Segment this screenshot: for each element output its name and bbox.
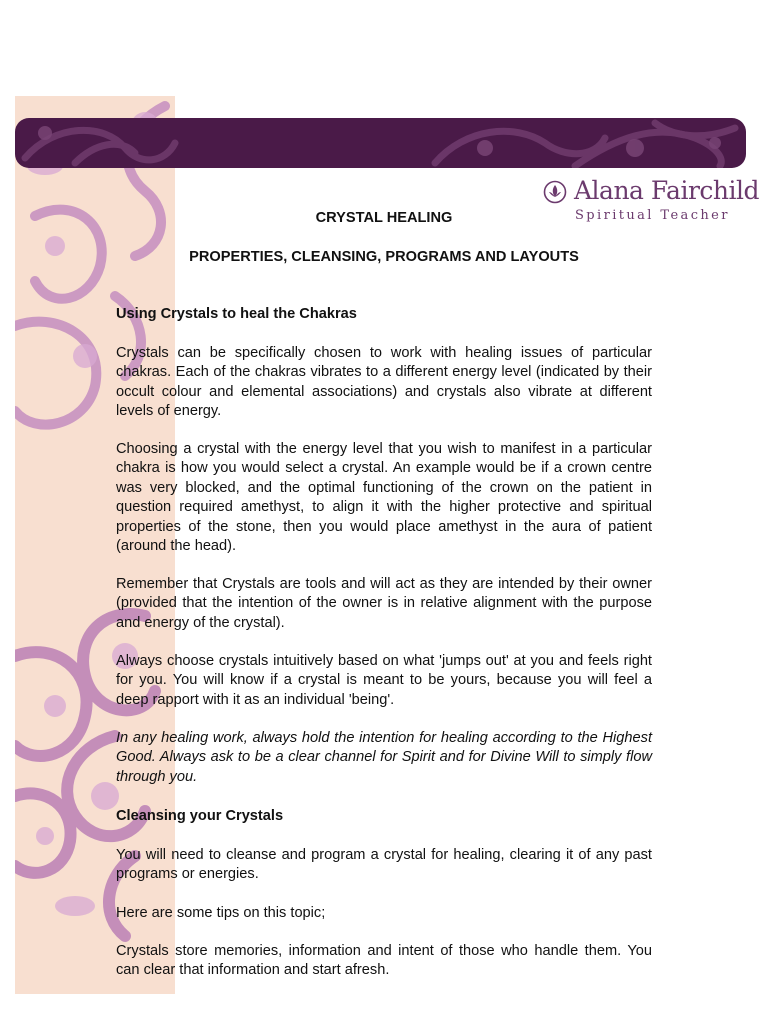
section-heading-chakras: Using Crystals to heal the Chakras — [116, 306, 357, 322]
paragraph: Crystals can be specifically chosen to work with healing issues of particular chakras. Each of the chakras vibrates to a different energy level (indicated by their occult colour and elemental associations) and crystals also vibrate at different levels of energy. — [116, 345, 652, 420]
paragraph: Always choose crystals intuitively based on what 'jumps out' at you and feels right for you. You will know if a crystal is meant to be yours, because you will feel a deep rapport with it as an individual 'being'. — [116, 653, 652, 708]
header-banner — [15, 118, 746, 168]
italic-paragraph: In any healing work, always hold the intention for healing according to the Highest Good. Always ask to be a clear channel for Spirit and for Divine Will to simply flow through you. — [116, 730, 652, 785]
paragraph: You will need to cleanse and program a crystal for healing, clearing it of any past programs or energies. — [116, 847, 652, 883]
document-title: CRYSTAL HEALING — [315, 210, 453, 226]
banner-swirl-icon — [15, 118, 746, 168]
paragraph: Remember that Crystals are tools and will act as they are intended by their owner (provided that the intention of the owner is in relative alignment with the purpose and energy of the crystal). — [116, 576, 652, 631]
lotus-logo-icon — [543, 180, 567, 204]
section-heading-cleansing: Cleansing your Crystals — [116, 808, 284, 824]
paragraph: Choosing a crystal with the energy level that you wish to manifest in a particular chakra is how you would select a crystal. An example would be if a crown centre was very blocked, and the optimal functioning of the crown on the patient in question required amethyst, to align it with the higher protective and spiritual properties of the stone, then you would place amethyst in the aura of patient (around the head). — [116, 441, 652, 555]
brand-subtitle: Spiritual Teacher — [575, 208, 730, 223]
document-subtitle: PROPERTIES, CLEANSING, PROGRAMS AND LAYOUTS — [189, 249, 579, 265]
brand-name: Alana Fairchild — [574, 176, 760, 205]
paragraph: Here are some tips on this topic; — [116, 905, 326, 921]
paragraph: Crystals store memories, information and intent of those who handle them. You can clear that information and start afresh. — [116, 943, 652, 979]
